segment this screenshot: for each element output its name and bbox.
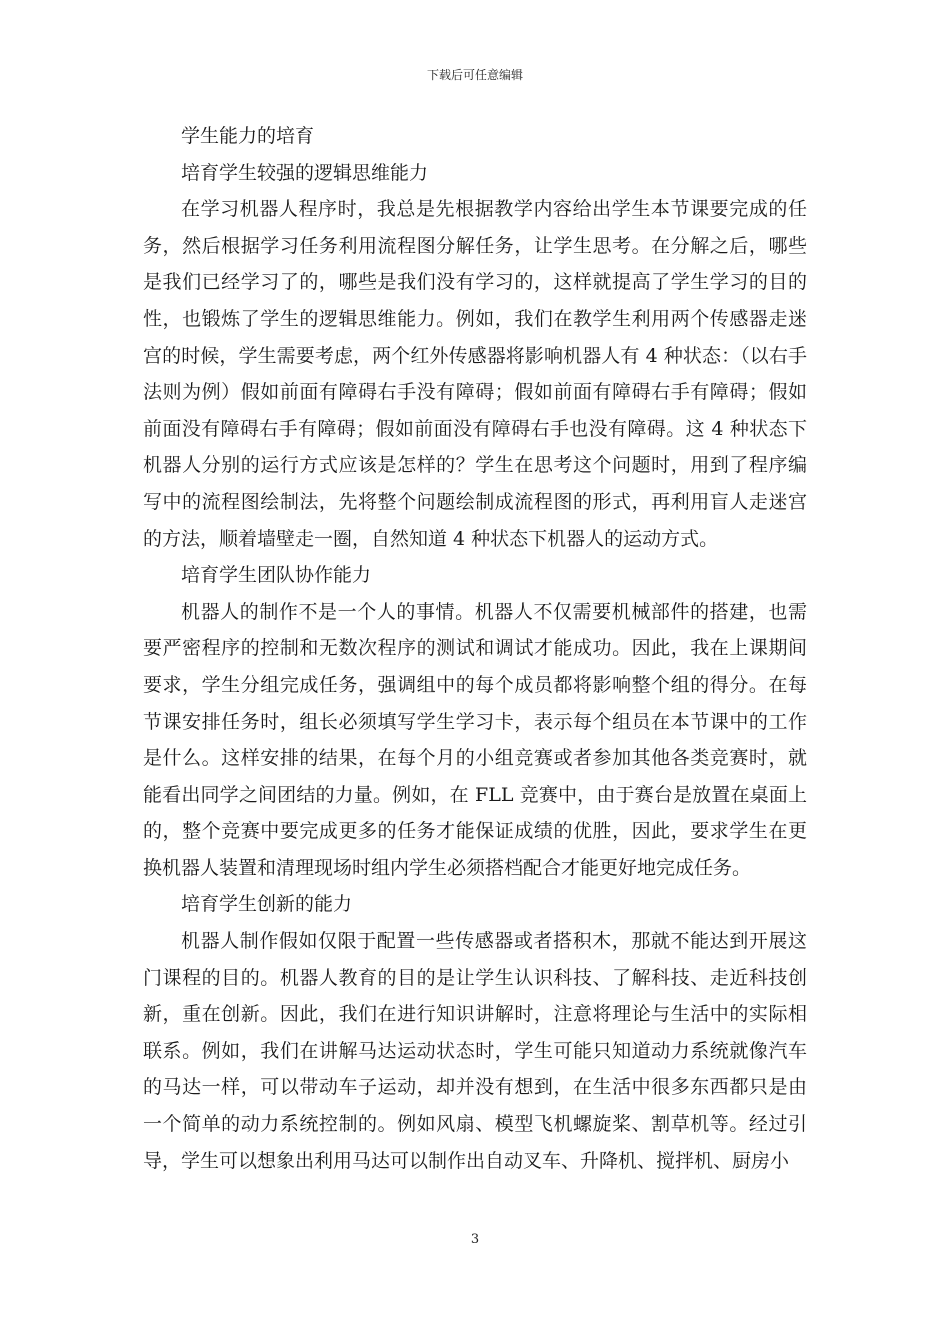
subsection-heading: 培育学生较强的逻辑思维能力 — [181, 161, 429, 184]
section-heading: 学生能力的培育 — [181, 125, 315, 147]
page-header: 下载后可任意编辑 — [426, 68, 523, 82]
page-number: 3 — [470, 1232, 480, 1247]
subsection-heading: 培育学生团队协作能力 — [181, 564, 372, 587]
body-paragraph: 机器人制作假如仅限于配置一些传感器或者搭积木，那就不能达到开展这门课程的目的。机器人教育的目的是让学生认识科技、了解科技、走近科技创新，重在创新。因此，我们在进行知识讲解时，注意将理论与生活中的实际相联系。例如，我们在讲解马达运动状态时，学生可能只知道动力系统就像汽车的马达一样，可以带动车子运动，却并没有想到，在生活中很多东西都只是由一个简单的动力系统控制的。例如风扇、模型飞机螺旋桨、割草机等。经过引导，学生可以想象出利用马达可以制作出自动叉车、升降机、搅拌机、厨房小 — [143, 930, 807, 1172]
subsection-heading: 培育学生创新的能力 — [181, 893, 353, 916]
body-paragraph: 机器人的制作不是一个人的事情。机器人不仅需要机械部件的搭建，也需要严密程序的控制和无数次程序的测试和调试才能成功。因此，我在上课期间要求，学生分组完成任务，强调组中的每个成员都将影响整个组的得分。在每节课安排任务时，组长必须填写学生学习卡，表示每个组员在本节课中的工作是什么。这样安排的结果，在每个月的小组竞赛或者参加其他各类竞赛时，就能看出同学之间团结的力量。例如，在 FLL 竞赛中，由于赛台是放置在桌面上的，整个竞赛中要完成更多的任务才能保证成绩的优胜，因此，要求学生在更换机器人装置和清理现场时组内学生必须搭档配合才能更好地完成任务。 — [143, 600, 807, 879]
body-paragraph: 在学习机器人程序时，我总是先根据教学内容给出学生本节课要完成的任务，然后根据学习任务利用流程图分解任务，让学生思考。在分解之后，哪些是我们已经学习了的，哪些是我们没有学习的，这样就提高了学生学习的目的性，也锻炼了学生的逻辑思维能力。例如，我们在教学生利用两个传感器走迷宫的时候，学生需要考虑，两个红外传感器将影响机器人有 4 种状态：（以右手法则为例）假如前面有障碍右手没有障碍；假如前面有障碍右手有障碍；假如前面没有障碍右手有障碍；假如前面没有障碍右手也没有障碍。这 4 种状态下机器人分别的运行方式应该是怎样的？学生在思考这个问题时，用到了程序编写中的流程图绘制法，先将整个问题绘制成流程图的形式，再利用盲人走迷宫的方法，顺着墙壁走一圈，自然知道 4 种状态下机器人的运动方式。 — [143, 198, 807, 550]
document-body — [143, 118, 807, 1179]
